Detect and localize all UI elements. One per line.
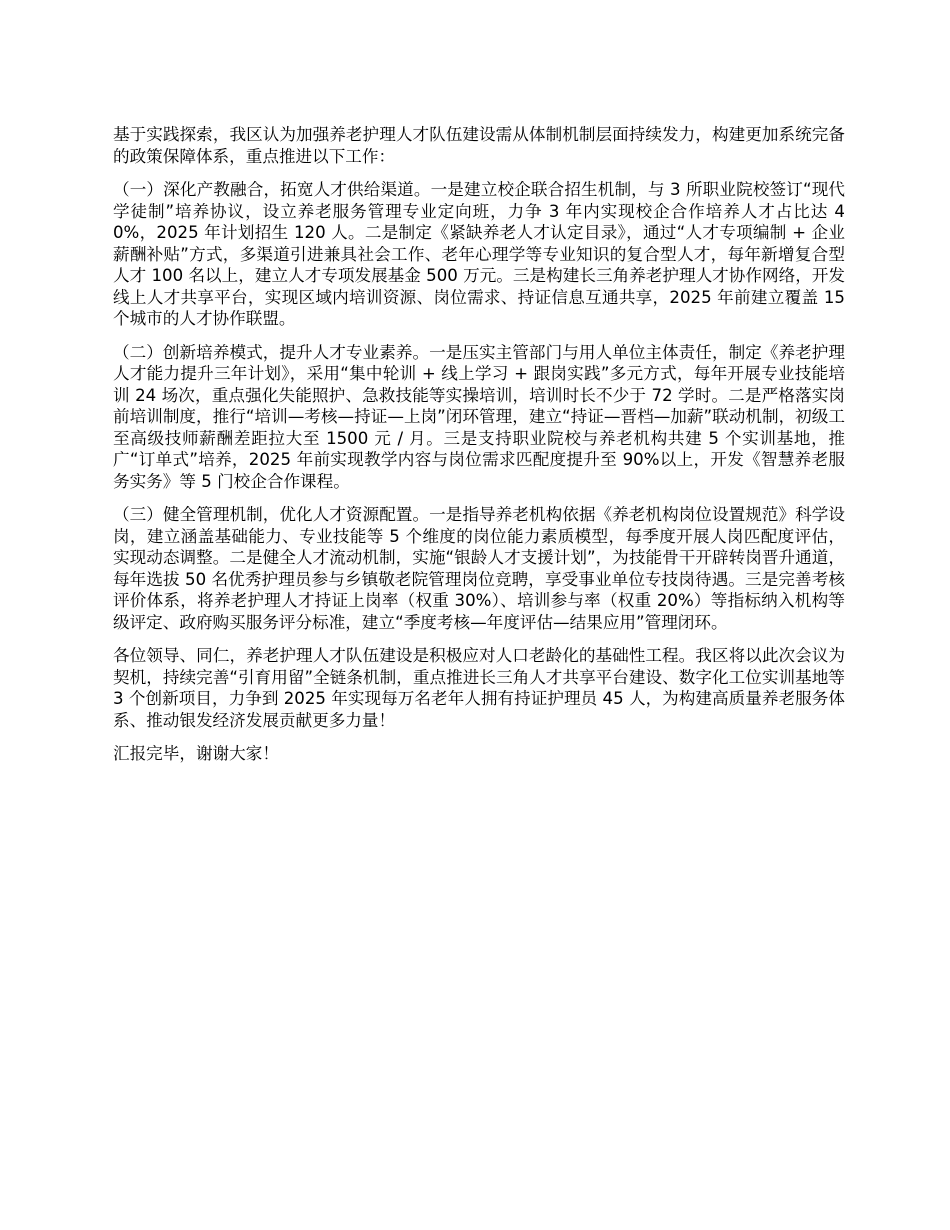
- closing-remark: 汇报完毕，谢谢大家！: [113, 744, 279, 763]
- conclusion-paragraph: 各位领导、同仁，养老护理人才队伍建设是积极应对人口老龄化的基础性工程。我区将以此次会议为契机，持续完善“引育用留”全链条机制，重点推进长三角人才共享平台建设、数字化工位实训基地等 3 个创新项目，力争到 2025 年实现每万名老年人拥有持证护理员 45 人，为构建高质量养老服务体系、推动银发经济发展贡献更多力量！: [113, 646, 845, 730]
- document-body: [113, 124, 845, 777]
- section-2-paragraph: （二）创新培养模式，提升人才专业素养。一是压实主管部门与用人单位主体责任，制定《养老护理人才能力提升三年计划》，采用“集中轮训 + 线上学习 + 跟岗实践”多元方式，每年开展专业技能培训 24 场次，重点强化失能照护、急救技能等实操培训，培训时长不少于 72 学时。二是严格落实岗前培训制度，推行“培训—考核—持证—上岗”闭环管理，建立“持证—晋档—加薪”联动机制，初级工至高级技师薪酬差距拉大至 1500 元 / 月。三是支持职业院校与养老机构共建 5 个实训基地，推广“订单式”培养，2025 年前实现教学内容与岗位需求匹配度提升至 90%以上，开发《智慧养老服务实务》等 5 门校企合作课程。: [113, 342, 845, 491]
- intro-paragraph: 基于实践探索，我区认为加强养老护理人才队伍建设需从体制机制层面持续发力，构建更加系统完备的政策保障体系，重点推进以下工作：: [113, 125, 845, 166]
- section-3-paragraph: （三）健全管理机制，优化人才资源配置。一是指导养老机构依据《养老机构岗位设置规范》科学设岗，建立涵盖基础能力、专业技能等 5 个维度的岗位能力素质模型，每季度开展人岗匹配度评估，实现动态调整。二是健全人才流动机制，实施“银龄人才支援计划”，为技能骨干开辟转岗晋升通道，每年选拔 50 名优秀护理员参与乡镇敬老院管理岗位竞聘，享受事业单位专技岗待遇。三是完善考核评价体系，将养老护理人才持证上岗率（权重 30%）、培训参与率（权重 20%）等指标纳入机构等级评定、政府购买服务评分标准，建立“季度考核—年度评估—结果应用”管理闭环。: [113, 505, 845, 632]
- section-1-paragraph: （一）深化产教融合，拓宽人才供给渠道。一是建立校企联合招生机制，与 3 所职业院校签订“现代学徒制”培养协议，设立养老服务管理专业定向班，力争 3 年内实现校企合作培养人才占比达 40%，2025 年计划招生 120 人。二是制定《紧缺养老人才认定目录》，通过“人才专项编制 + 企业薪酬补贴”方式，多渠道引进兼具社会工作、老年心理学等专业知识的复合型人才，每年新增复合型人才 100 名以上，建立人才专项发展基金 500 万元。三是构建长三角养老护理人才协作网络，开发线上人才共享平台，实现区域内培训资源、岗位需求、持证信息互通共享，2025 年前建立覆盖 15 个城市的人才协作联盟。: [113, 180, 845, 328]
